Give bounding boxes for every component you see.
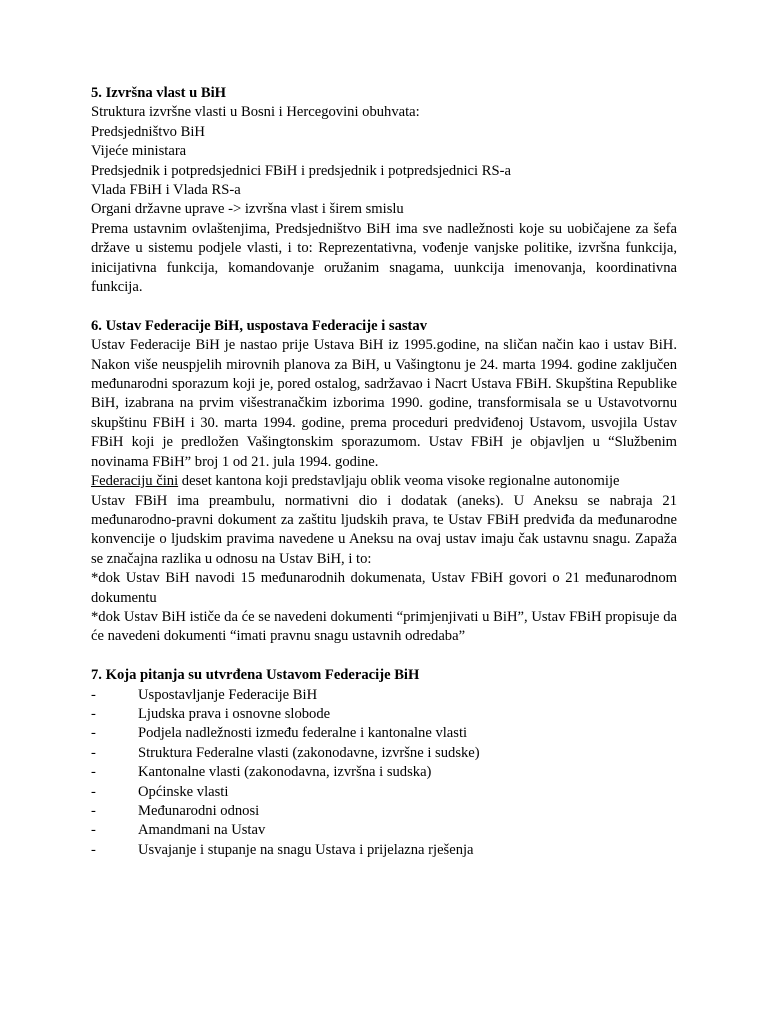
list-item-text: Usvajanje i stupanje na snagu Ustava i prijelazna rješenja	[138, 841, 474, 858]
list-item-text: Uspostavljanje Federacije BiH	[138, 686, 318, 703]
section-6-paragraph-annex: Ustav FBiH ima preambulu, normativni dio i dodatak (aneks). U Aneksu se nabraja 21 međunarodno-pravni dokument za zaštitu ljudskih prava, te Ustav FBiH predviđa da međunarodne konvencije o ljudskim pravima navedene u Aneksu na ovaj ustav imaju čak ustavnu snagu. Zapaža se značajna razlika u odnosu na Ustav BiH, i to:	[91, 492, 677, 567]
document-page	[91, 84, 677, 860]
section-5-line: Struktura izvršne vlasti u Bosni i Hercegovini obuhvata:	[91, 104, 420, 121]
list-dash: -	[91, 686, 96, 703]
list-dash: -	[91, 744, 96, 761]
section-5-line: Vijeće ministara	[91, 143, 187, 160]
federation-rest-text: deset kantona koji predstavljaju oblik veoma visoke regionalne autonomije	[178, 473, 620, 490]
list-dash: -	[91, 705, 96, 722]
list-item-text: Struktura Federalne vlasti (zakonodavne, izvršne i sudske)	[138, 744, 480, 761]
list-dash: -	[91, 725, 96, 742]
list-item-text: Podjela nadležnosti između federalne i kantonalne vlasti	[138, 725, 468, 742]
list-item-text: Općinske vlasti	[138, 783, 229, 800]
section-5-line: Predsjednik i potpredsjednici FBiH i predsjednik i potpredsjednici RS-a	[91, 162, 511, 179]
list-item	[91, 763, 677, 782]
section-6	[91, 317, 677, 647]
section-6-heading: 6. Ustav Federacije BiH, uspostava Federacije i sastav	[91, 317, 428, 334]
list-item-text: Ljudska prava i osnovne slobode	[138, 705, 331, 722]
section-5-line: Organi državne uprave -> izvršna vlast i širem smislu	[91, 201, 404, 218]
list-item	[91, 802, 677, 821]
list-item	[91, 744, 677, 763]
list-item	[91, 821, 677, 840]
section-6-paragraph-history: Ustav Federacije BiH je nastao prije Ustava BiH iz 1995.godine, na sličan način kao i ustav BiH. Nakon više neuspjelih mirovnih planova za BiH, u Vašingtonu je 24. marta 1994. godine zaključen međunarodni sporazum koji je, pored ostalog, sadržavao i Nacrt Ustava FBiH. Skupština Republike BiH, izabrana na prvim višestranačkim izborima 1990. godine, transformisala se u Ustavotvornu skupštinu FBiH i 30. marta 1994. godine, prema proceduri predviđenoj Ustavom, usvojila Ustav FBiH koji je predložen Vašingtonskim sporazumom. Ustav FBiH je objavljen u “Službenim novinama FBiH” broj 1 od 21. jula 1994. godine.	[91, 337, 677, 470]
federation-underlined-text: Federaciju čini	[91, 473, 179, 490]
list-dash: -	[91, 822, 96, 839]
section-5-heading: 5. Izvršna vlast u BiH	[91, 85, 227, 101]
list-item	[91, 841, 677, 860]
section-5-paragraph: Prema ustavnim ovlaštenjima, Predsjedništvo BiH ima sve nadležnosti koje su uobičajene za šefa države u sistemu podjele vlasti, i to: Reprezentativna, vođenje vanjske politike, izvršna funkcija, inicijativna funkcija, komandovanje oružanim snagama, uunkcija imenovanja, koordinativna funkcija.	[91, 220, 677, 296]
section-6-bullet: *dok Ustav BiH ističe da će se navedeni dokumenti “primjenjivati u BiH”, Ustav FBiH propisuje da će navedeni dokumenti “imati pravnu snagu ustavnih odredaba”	[91, 608, 677, 645]
list-dash: -	[91, 841, 96, 858]
list-item	[91, 705, 677, 724]
list-dash: -	[91, 764, 96, 781]
list-dash: -	[91, 783, 96, 800]
list-dash: -	[91, 803, 96, 819]
list-item	[91, 783, 677, 802]
section-5	[91, 84, 677, 297]
list-item-text: Međunarodni odnosi	[138, 803, 260, 819]
section-7-heading: 7. Koja pitanja su utvrđena Ustavom Federacije BiH	[91, 667, 420, 684]
list-item	[91, 724, 677, 743]
list-item-text: Kantonalne vlasti (zakonodavna, izvršna i sudska)	[138, 764, 432, 781]
section-7	[91, 666, 677, 860]
list-item-text: Amandmani na Ustav	[138, 822, 266, 839]
section-6-bullet: *dok Ustav BiH navodi 15 međunarodnih dokumenata, Ustav FBiH govori o 21 međunarodnom dokumentu	[91, 570, 677, 606]
section-6-federation-line	[91, 472, 677, 491]
section-5-line: Vlada FBiH i Vlada RS-a	[91, 182, 241, 199]
list-item	[91, 686, 677, 705]
section-5-line: Predsjedništvo BiH	[91, 123, 205, 140]
